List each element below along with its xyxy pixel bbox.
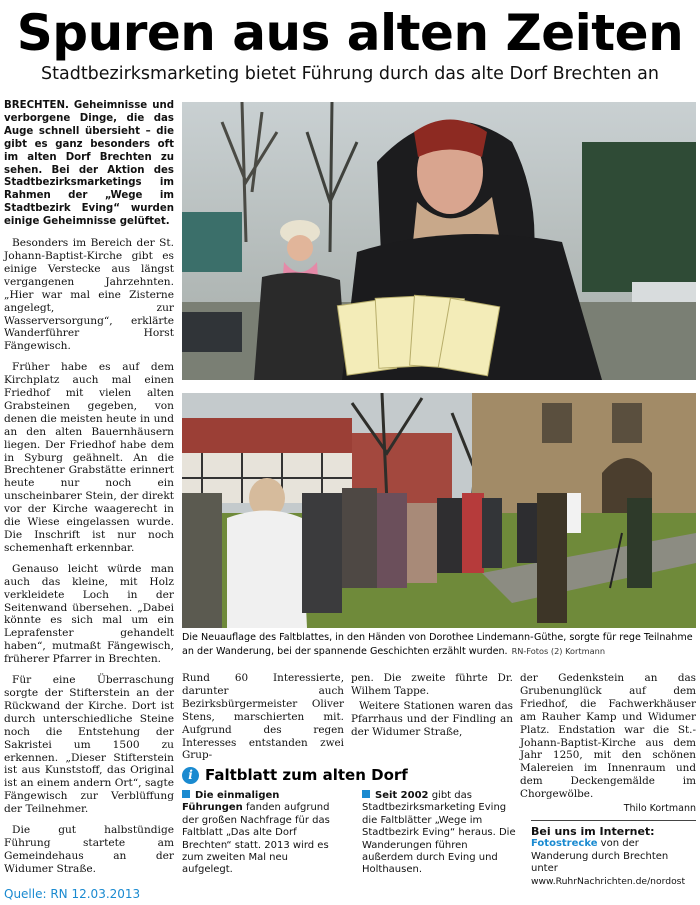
info-box-title bbox=[182, 766, 516, 784]
body-paragraph: Für eine Überraschung sorgte der Stifterstein an der Rückwand der Kirche. Dort ist durch unterschiedliche Steine noch die Entstehung der Sakristei um 1500 zu erkennen. „Dieser Stifterstein ist aus Kunststoff, das Original ist an einem andern Ort“, sagte Fängewisch zur Verblüffung der Teilnehmer. bbox=[4, 674, 174, 816]
web-teaser-link[interactable]: Fotostrecke bbox=[531, 838, 598, 850]
body-paragraph: Früher habe es auf dem Kirchplatz auch mal einen Friedhof mit vielen alten Grabsteinen gegeben, von denen die meisten heute in und an den alten Bauernhäusern liegen. Der Friedhof habe dem in Syburg geähnelt. An die Brechtener Grabstätte erinnert heute nur noch ein unscheinbarer Stein, der direkt vor der Kirche waagerecht in die Wiese eingelassen wurde. Die Inschrift ist nur noch schemenhaft erkennbar. bbox=[4, 361, 174, 554]
body-paragraph: der Gedenkstein an das Grubenunglück auf dem Friedhof, die Fachwerkhäuser am Rauher Kamp und Widumer Platz. Endstation war die St.-Johann-Baptist-Kirche aus dem Jahr 1250, mit den schönen Malereien im Innenraum und dem Deckengemälde im Chorgewölbe. bbox=[520, 672, 696, 801]
web-teaser bbox=[531, 826, 696, 888]
photo-woman-with-leaflets bbox=[182, 102, 696, 380]
info-title-text: Faltblatt zum alten Dorf bbox=[205, 766, 408, 784]
info-item-text: gibt das Stadtbezirksmarketing Eving die Faltblätter „Wege im Stadtbezirk Eving“ heraus. Die Wanderungen führen außerdem durch Eving und Holthausen. bbox=[362, 790, 516, 876]
square-bullet-icon bbox=[182, 790, 190, 798]
info-item-bold: Seit 2002 bbox=[375, 790, 429, 801]
author: Thilo Kortmann bbox=[623, 803, 696, 815]
source-note: Quelle: RN 12.03.2013 bbox=[4, 887, 141, 901]
body-paragraph: Rund 60 Interessierte, darunter auch Bezirksbürgermeister Oliver Stens, marschierten mit. Aufgrund des regen Interesses entstanden zwei Grup- bbox=[182, 672, 344, 762]
body-column-2 bbox=[351, 672, 513, 741]
info-icon: i bbox=[182, 767, 199, 784]
photo-group-at-church bbox=[182, 393, 696, 628]
subheadline: Stadtbezirksmarketing bietet Führung durch das alte Dorf Brechten an bbox=[41, 64, 659, 84]
square-bullet-icon bbox=[362, 790, 370, 798]
info-item-bold: Die einmaligen Führungen bbox=[182, 790, 280, 814]
left-column bbox=[4, 100, 174, 884]
body-paragraph: pen. Die zweite führte Dr. Wilhem Tappe. bbox=[351, 672, 513, 697]
body-paragraph: Besonders im Bereich der St. Johann-Baptist-Kirche gibt es einige Verstecke aus längst vergangenen Jahrzehnten. „Hier war mal eine Zisterne angelegt, zur Wasserversorgung“, erklärte Wanderführer Horst Fängewisch. bbox=[4, 237, 174, 353]
info-item-text: fanden aufgrund der großen Nachfrage für das Faltblatt „Das alte Dorf Brechten“ statt. 2013 wird es zum zweiten Mal neu aufgelegt. bbox=[182, 802, 330, 876]
lead-paragraph: BRECHTEN. Geheimnisse und verborgene Dinge, die das Auge schnell übersieht – die gibt es ganz besonders oft im alten Dorf Brechten zu sehen. Bei der Aktion des Stadtbezirksmarketings im Rahmen der „Wege im Stadtbezirk Eving“ wurden einige Geheimnisse gelüftet. bbox=[4, 100, 174, 228]
divider bbox=[531, 820, 696, 821]
web-teaser-text: von der Wanderung durch Brechten unter bbox=[531, 838, 669, 875]
caption-text: Die Neuauflage des Faltblattes, in den Händen von Dorothee Lindemann-Güthe, sorgte für rege Teilnahme an der Wanderung, bei der spannende Geschichten erzählt wurden. bbox=[182, 632, 693, 657]
web-teaser-url[interactable]: www.RuhrNachrichten.de/nordost bbox=[531, 875, 686, 887]
info-item-2 bbox=[362, 790, 520, 877]
body-paragraph: Weitere Stationen waren das Pfarrhaus und der Findling an der Widumer Straße, bbox=[351, 699, 513, 738]
body-paragraph: Die gut halbstündige Führung startete am Gemeindehaus an der Widumer Straße. bbox=[4, 824, 174, 875]
body-column-1 bbox=[182, 672, 344, 764]
info-item-1 bbox=[182, 790, 342, 877]
body-paragraph: Genauso leicht würde man auch das kleine, mit Holz verkleidete Loch in der Seitenwand übersehen. „Dabei könnte es sich mal um ein Leprafenster gehandelt haben“, mutmaßt Fängewisch, früherer Pfarrer in Brechten. bbox=[4, 562, 174, 666]
photo-credit: RN-Fotos (2) Kortmann bbox=[511, 645, 606, 656]
body-column-3 bbox=[520, 672, 696, 818]
headline: Spuren aus alten Zeiten bbox=[16, 4, 684, 62]
web-teaser-title: Bei uns im Internet: bbox=[531, 825, 655, 838]
photo-caption bbox=[182, 632, 696, 659]
